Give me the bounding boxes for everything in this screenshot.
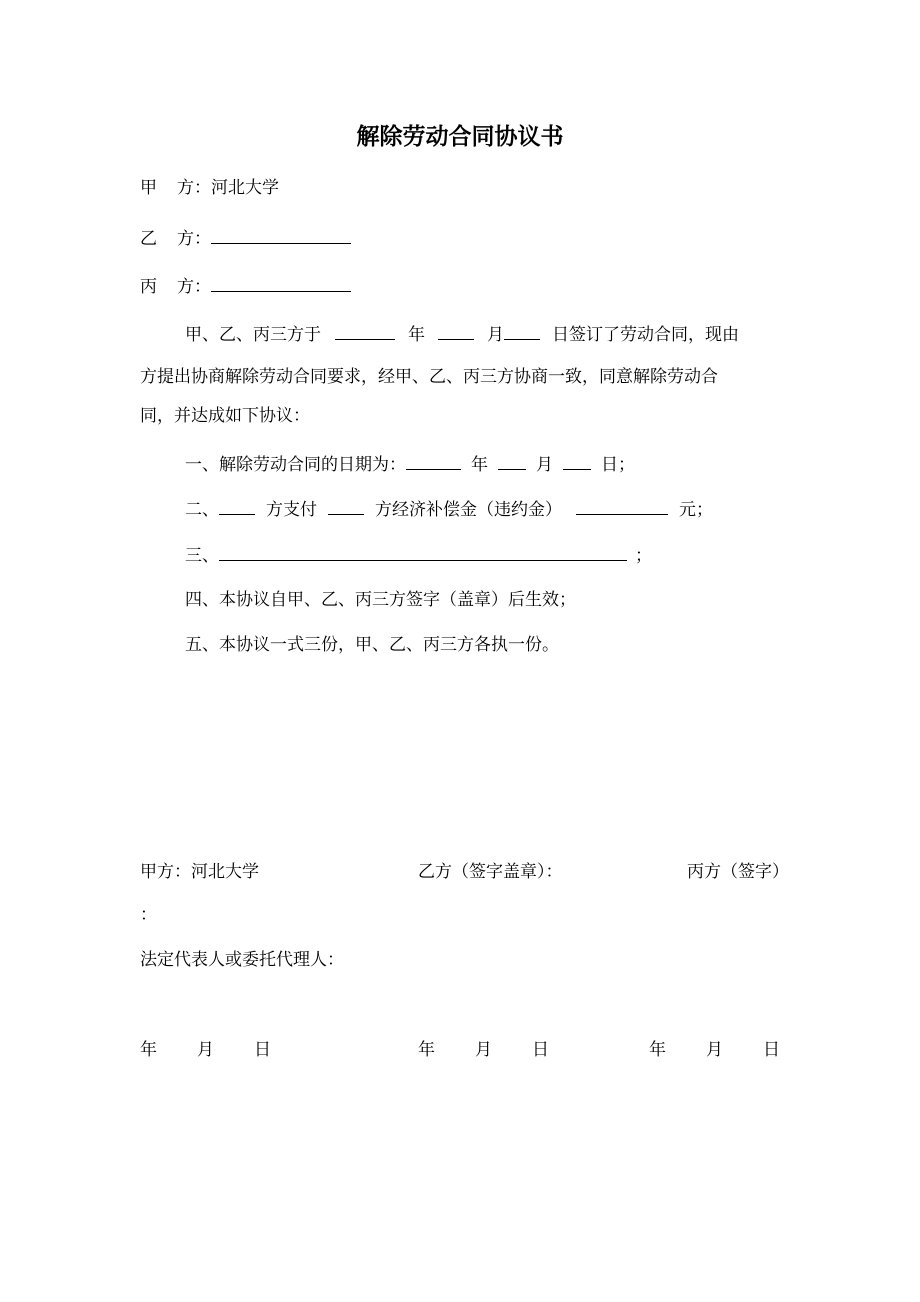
page-title: 解除劳动合同协议书	[356, 123, 564, 150]
party-a-label-1: 甲	[140, 178, 157, 198]
party-b-label-2: 方：	[177, 229, 211, 249]
date-b-month: 月	[475, 1040, 492, 1060]
clause-1-month: 月	[536, 455, 553, 475]
date-a-month: 月	[197, 1040, 214, 1060]
sign-day-blank[interactable]	[504, 322, 540, 340]
date-c-year: 年	[649, 1040, 666, 1060]
sign-month-blank[interactable]	[438, 322, 474, 340]
date-party-c	[649, 1040, 780, 1060]
clause-5: 五、本协议一式三份，甲、乙、丙三方各执一份。	[185, 635, 559, 655]
date-party-b	[418, 1040, 549, 1060]
terminate-day-blank[interactable]	[563, 452, 591, 470]
payee-blank[interactable]	[328, 497, 364, 515]
date-a-year: 年	[140, 1040, 157, 1060]
clause-2-mid2: 方经济补偿金（违约金）	[375, 500, 562, 520]
signature-party-a: 甲方：河北大学	[140, 862, 259, 882]
intro-line-2: 方提出协商解除劳动合同要求，经甲、乙、丙三方协商一致，同意解除劳动合	[140, 367, 718, 387]
clause-2-mid1: 方支付	[266, 500, 317, 520]
party-b-blank[interactable]	[211, 226, 351, 244]
signature-party-b: 乙方（签字盖章）：	[418, 862, 563, 882]
date-party-a	[140, 1040, 271, 1060]
clause-3	[185, 543, 652, 566]
signature-party-c-colon: ：	[140, 905, 157, 925]
intro-end: 日签订了劳动合同，现由	[552, 325, 739, 345]
clause-4: 四、本协议自甲、乙、丙三方签字（盖章）后生效；	[185, 590, 576, 610]
party-b-label-1: 乙	[140, 229, 157, 249]
clause-2-end: 元；	[679, 500, 713, 520]
signature-party-c: 丙方（签字）	[687, 862, 789, 882]
clause-1-year: 年	[471, 455, 488, 475]
other-terms-blank[interactable]	[219, 543, 627, 561]
clause-2-start: 二、	[185, 500, 219, 520]
party-c-label-1: 丙	[140, 277, 157, 297]
clause-3-end: ；	[635, 546, 652, 566]
intro-line-1	[185, 322, 739, 345]
intro-month: 月	[487, 325, 504, 345]
party-a-line	[140, 178, 279, 198]
date-c-day: 日	[763, 1040, 780, 1060]
clause-1-text: 一、解除劳动合同的日期为：	[185, 455, 406, 475]
party-c-line	[140, 274, 351, 297]
representative-label: 法定代表人或委托代理人：	[140, 950, 344, 970]
date-c-month: 月	[706, 1040, 723, 1060]
clause-2	[185, 497, 713, 520]
intro-start: 甲、乙、丙三方于	[185, 325, 321, 345]
sign-year-blank[interactable]	[335, 322, 395, 340]
terminate-year-blank[interactable]	[406, 452, 461, 470]
party-a-value: 河北大学	[211, 178, 279, 198]
party-a-label-2: 方：	[177, 178, 211, 198]
date-b-day: 日	[532, 1040, 549, 1060]
party-c-blank[interactable]	[211, 274, 351, 292]
terminate-month-blank[interactable]	[498, 452, 526, 470]
amount-blank[interactable]	[576, 497, 668, 515]
party-c-label-2: 方：	[177, 277, 211, 297]
date-b-year: 年	[418, 1040, 435, 1060]
clause-1	[185, 452, 635, 475]
clause-3-start: 三、	[185, 546, 219, 566]
intro-year: 年	[408, 325, 425, 345]
party-b-line	[140, 226, 351, 249]
payer-blank[interactable]	[219, 497, 255, 515]
intro-line-3: 同，并达成如下协议：	[140, 406, 310, 426]
date-a-day: 日	[254, 1040, 271, 1060]
clause-1-day: 日；	[601, 455, 635, 475]
